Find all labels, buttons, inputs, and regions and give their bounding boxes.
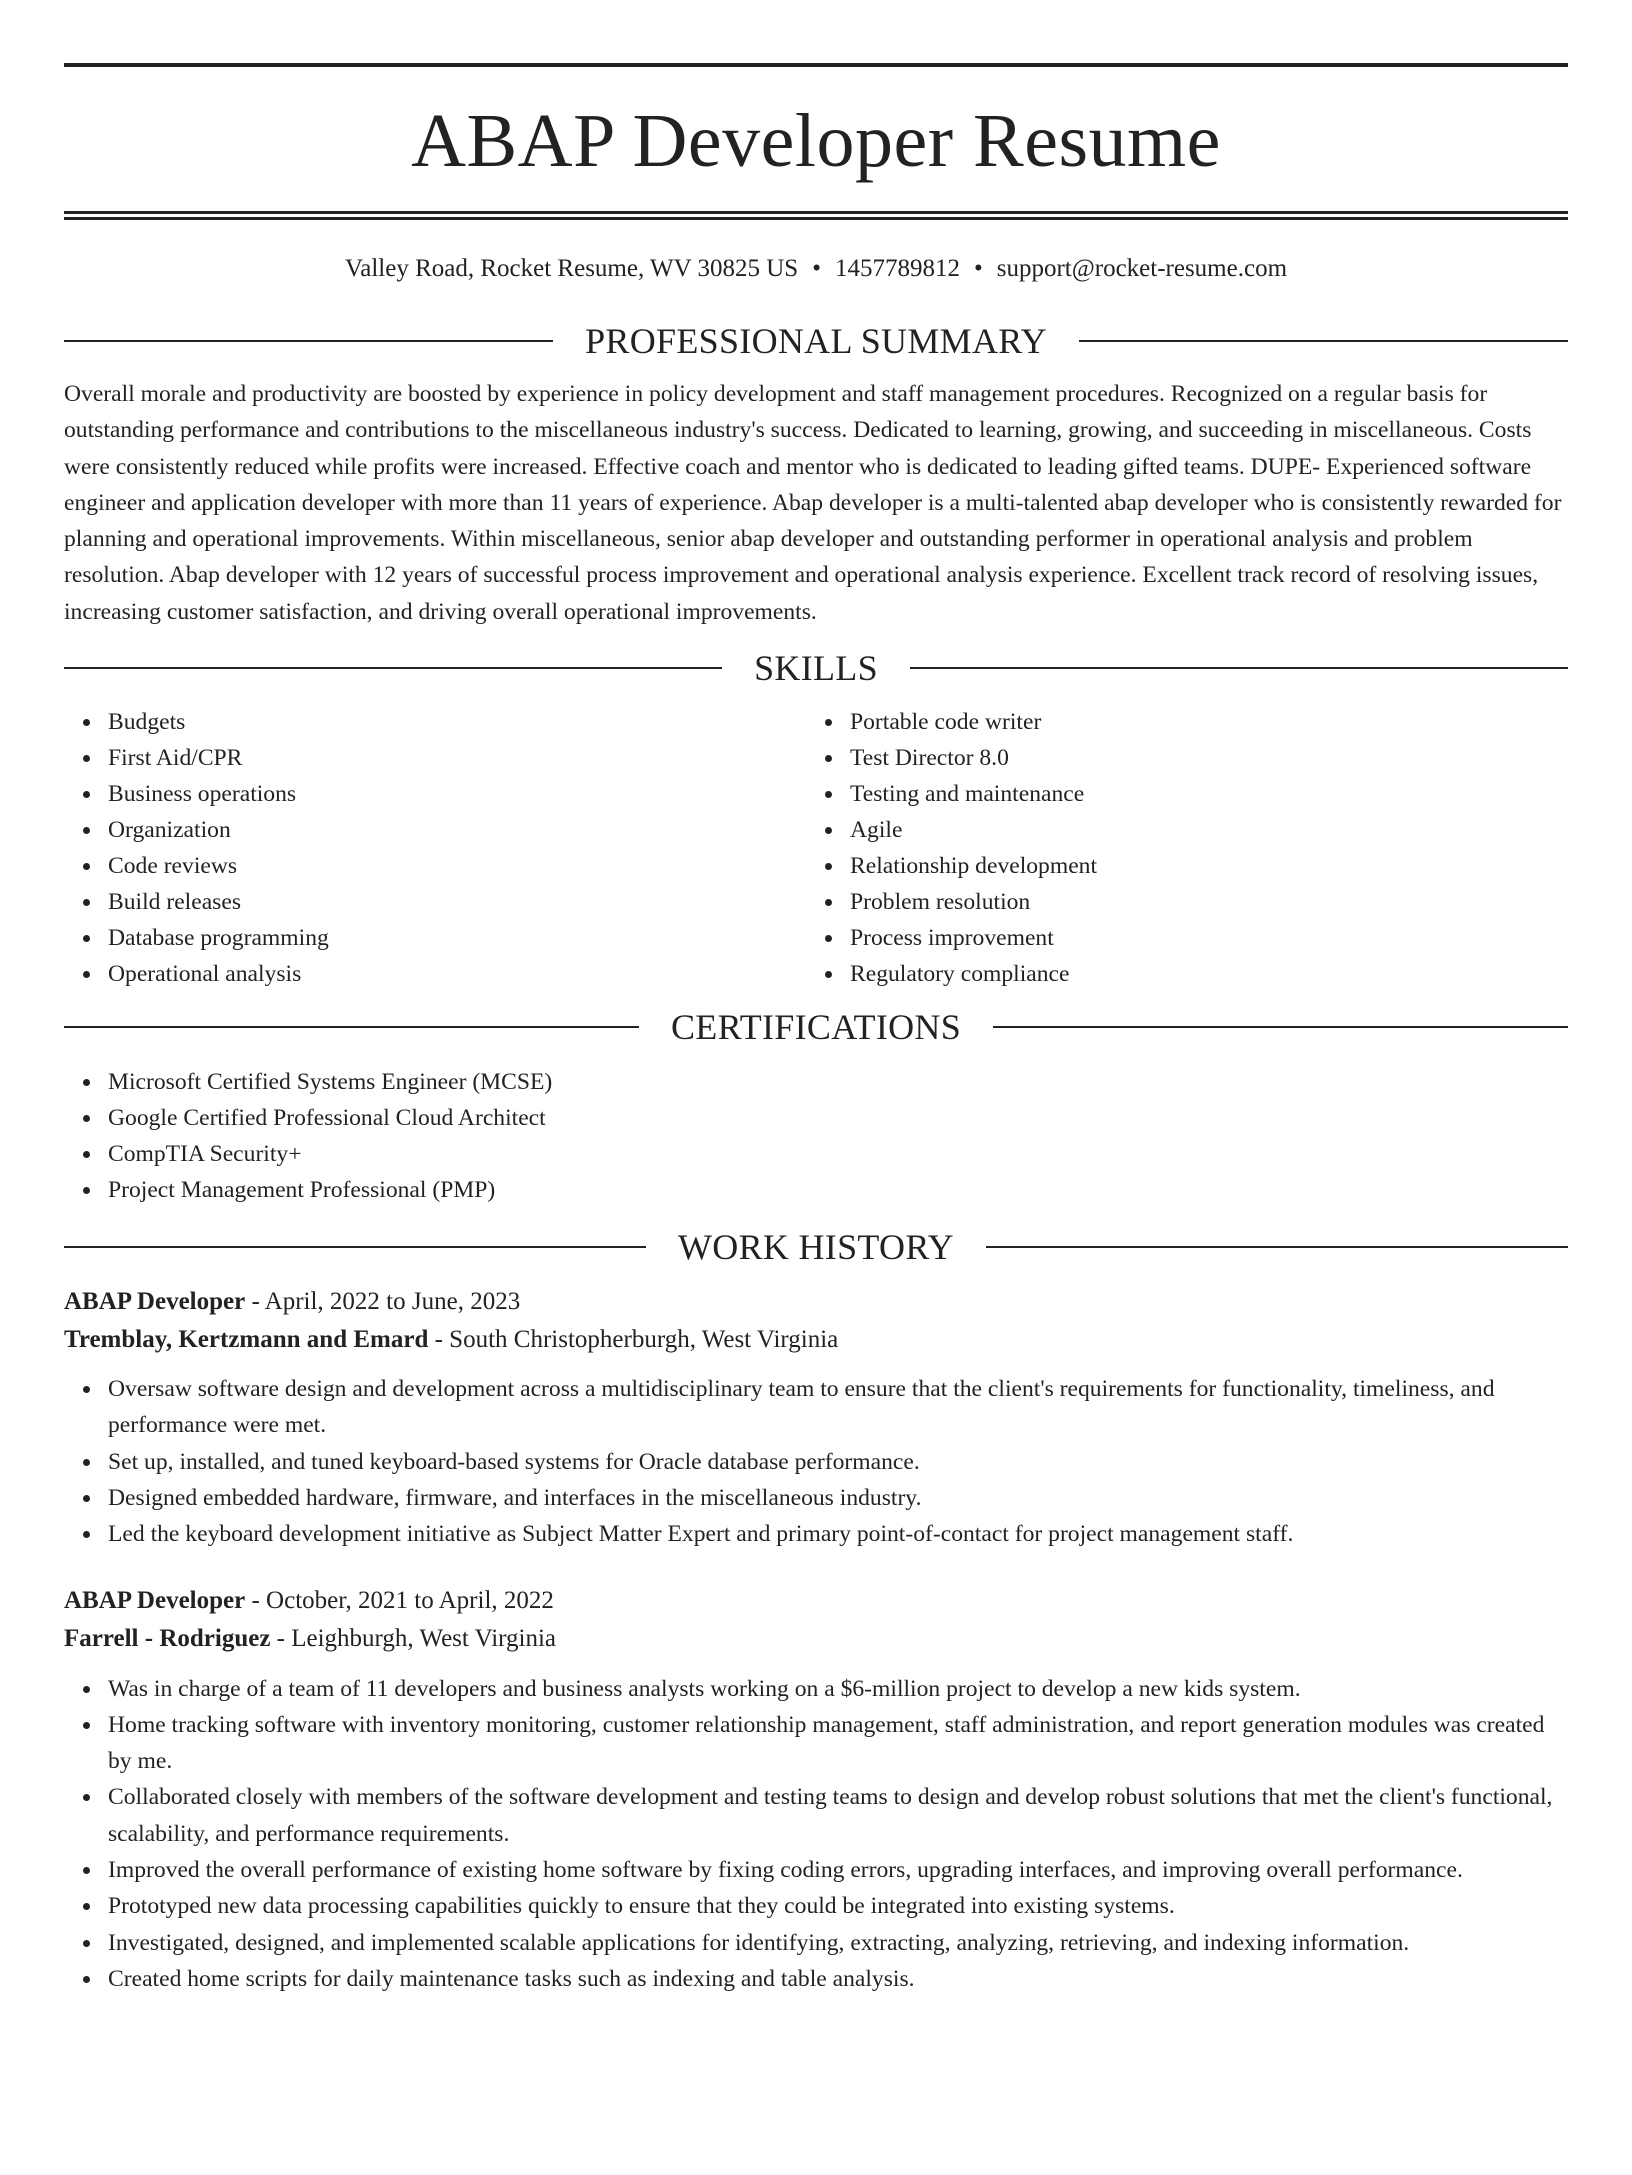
section-rule	[1079, 340, 1568, 342]
contact-address: Valley Road, Rocket Resume, WV 30825 US	[344, 255, 799, 282]
list-item: Google Certified Professional Cloud Architect	[108, 1100, 1568, 1136]
list-item: Investigated, designed, and implemented scalable applications for identifying, extracting, analyzing, retrieving, and indexing information.	[108, 1925, 1568, 1961]
contact-separator: •	[812, 255, 821, 282]
section-header-skills	[64, 648, 1568, 688]
section-title-certifications: CERTIFICATIONS	[670, 1007, 962, 1048]
list-item: Was in charge of a team of 11 developers and business analysts working on a $6-million project to develop a new kids system.	[108, 1671, 1568, 1707]
contact-separator: •	[973, 255, 983, 282]
list-item: Microsoft Certified Systems Engineer (MCSE)	[108, 1064, 1568, 1100]
contact-email: support@rocket-resume.com	[996, 255, 1288, 282]
job-bullets	[64, 1371, 1568, 1552]
list-item: Regulatory compliance	[850, 956, 1548, 992]
list-item: Problem resolution	[850, 884, 1548, 920]
list-item: First Aid/CPR	[108, 740, 806, 776]
list-item: Test Director 8.0	[850, 740, 1548, 776]
list-item: Created home scripts for daily maintenance tasks such as indexing and table analysis.	[108, 1961, 1568, 1997]
list-item: Portable code writer	[850, 704, 1548, 740]
resume-page	[0, 63, 1632, 2175]
list-item: Set up, installed, and tuned keyboard-based systems for Oracle database performance.	[108, 1444, 1568, 1480]
contact-phone: 1457789812	[834, 255, 960, 282]
section-rule	[64, 1246, 646, 1248]
section-rule	[910, 667, 1568, 669]
section-rule	[986, 1246, 1568, 1248]
section-rule	[64, 1026, 639, 1028]
section-title-summary: PROFESSIONAL SUMMARY	[585, 321, 1047, 361]
list-item: Business operations	[108, 776, 806, 812]
title-block	[64, 63, 1568, 220]
list-item: CompTIA Security+	[108, 1136, 1568, 1172]
section-header-summary	[64, 321, 1568, 361]
section-header-certifications	[64, 1007, 1568, 1047]
list-item: Relationship development	[850, 848, 1548, 884]
job-entry	[64, 1582, 1568, 1998]
contact-line	[64, 254, 1568, 284]
job-location: - Leighburgh, West Virginia	[270, 1624, 557, 1652]
list-item: Organization	[108, 812, 806, 848]
list-item: Project Management Professional (PMP)	[108, 1172, 1568, 1208]
job-title-line	[64, 1283, 1568, 1321]
section-title-skills: SKILLS	[754, 648, 878, 689]
section-rule	[64, 340, 553, 342]
list-item: Designed embedded hardware, firmware, and interfaces in the miscellaneous industry.	[108, 1480, 1568, 1516]
section-rule	[993, 1026, 1568, 1028]
list-item: Home tracking software with inventory monitoring, customer relationship management, staff administration, and report generation modules was created by me.	[108, 1707, 1568, 1780]
job-title-line	[64, 1582, 1568, 1620]
list-item: Improved the overall performance of existing home software by fixing coding errors, upgrading interfaces, and improving overall performance.	[108, 1852, 1568, 1888]
job-dates: - April, 2022 to June, 2023	[245, 1288, 521, 1316]
job-bullets	[64, 1671, 1568, 1998]
job-company: Farrell - Rodriguez	[64, 1624, 271, 1652]
section-rule	[64, 667, 722, 669]
list-item: Budgets	[108, 704, 806, 740]
job-role: ABAP Developer	[64, 1586, 246, 1614]
job-entry	[64, 1283, 1568, 1552]
job-company-line	[64, 1321, 1568, 1359]
list-item: Prototyped new data processing capabilities quickly to ensure that they could be integrated into existing systems.	[108, 1888, 1568, 1924]
title-double-rule	[64, 211, 1568, 220]
summary-paragraph: Overall morale and productivity are boosted by experience in policy development and staff management procedures. Recognized on a regular basis for outstanding performance and contributions to the miscellaneous industry's success. Dedicated to learning, growing, and succeeding in miscellaneous. Costs were consistently reduced while profits were increased. Effective coach and mentor who is dedicated to leading gifted teams. DUPE- Experienced software engineer and application developer with more than 11 years of experience. Abap developer is a multi-talented abap developer who is consistently rewarded for planning and operational improvements. Within miscellaneous, senior abap developer and outstanding performer in operational analysis and problem resolution. Abap developer with 12 years of successful process improvement and operational analysis experience. Excellent track record of resolving issues, increasing customer satisfaction, and driving overall operational improvements.	[64, 381, 1562, 625]
list-item: Led the keyboard development initiative as Subject Matter Expert and primary point-of-contact for project management staff.	[108, 1516, 1568, 1552]
skills-list-right	[806, 704, 1548, 992]
list-item: Agile	[850, 812, 1548, 848]
list-item: Operational analysis	[108, 956, 806, 992]
list-item: Code reviews	[108, 848, 806, 884]
job-company: Tremblay, Kertzmann and Emard	[64, 1326, 429, 1354]
skills-column-left	[64, 704, 806, 992]
list-item: Collaborated closely with members of the software development and testing teams to design and develop robust solutions that met the client's functional, scalability, and performance requirements.	[108, 1779, 1568, 1852]
section-header-work	[64, 1227, 1568, 1267]
job-dates: - October, 2021 to April, 2022	[245, 1586, 554, 1614]
list-item: Database programming	[108, 920, 806, 956]
list-item: Testing and maintenance	[850, 776, 1548, 812]
work-history	[64, 1283, 1568, 1997]
section-title-work: WORK HISTORY	[678, 1227, 954, 1268]
skills-list-left	[64, 704, 806, 992]
document-title: ABAP Developer Resume	[411, 99, 1221, 183]
list-item: Process improvement	[850, 920, 1548, 956]
list-item: Build releases	[108, 884, 806, 920]
skills-grid	[64, 704, 1568, 992]
job-location: - South Christopherburgh, West Virginia	[428, 1326, 839, 1354]
certifications-list	[64, 1064, 1568, 1208]
list-item: Oversaw software design and development across a multidisciplinary team to ensure that the client's requirements for functionality, timeliness, and performance were met.	[108, 1371, 1568, 1444]
job-role: ABAP Developer	[64, 1288, 246, 1316]
job-company-line	[64, 1620, 1568, 1658]
skills-column-right	[806, 704, 1548, 992]
